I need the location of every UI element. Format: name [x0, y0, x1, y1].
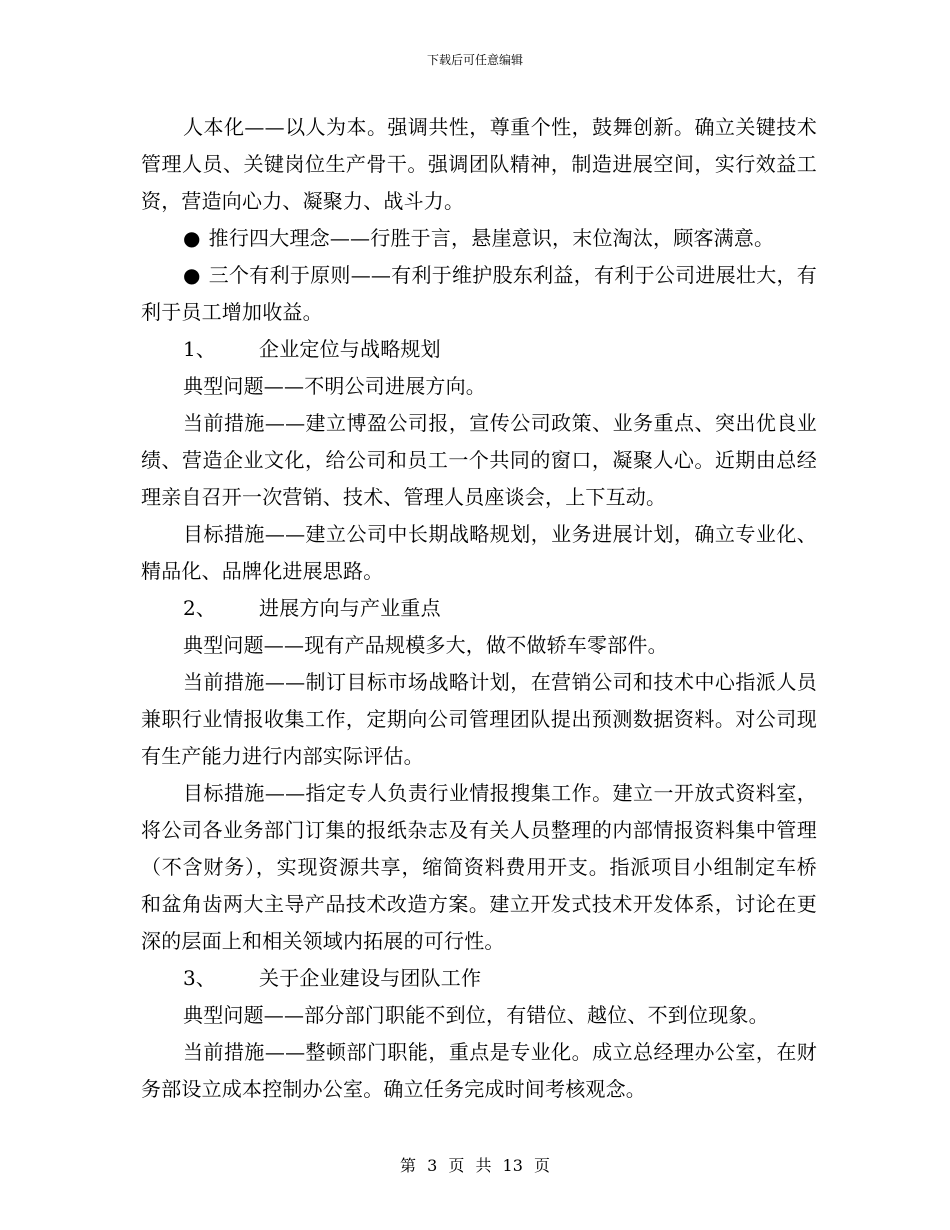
bullet-four-concepts [141, 220, 817, 257]
section-title: 企业定位与战略规划 [259, 337, 441, 361]
section-heading-1 [141, 331, 817, 368]
section-number: 3、 [183, 966, 217, 990]
bullet-dot-icon: ● [183, 263, 201, 287]
bullet-three-principles [141, 257, 817, 331]
section-heading-3 [141, 960, 817, 997]
section-title: 关于企业建设与团队工作 [259, 966, 482, 990]
paragraph-typical-problem-2: 典型问题——现有产品规模多大，做不做轿车零部件。 [183, 633, 668, 657]
bullet-dot-icon: ● [183, 226, 201, 250]
bullet-text: 推行四大理念——行胜于言，悬崖意识，末位淘汰，顾客满意。 [208, 226, 775, 250]
paragraph-typical-problem-3: 典型问题——部分部门职能不到位，有错位、越位、不到位现象。 [183, 1003, 769, 1027]
document-body [141, 109, 817, 1108]
section-heading-2 [141, 590, 817, 627]
section-number: 1、 [183, 337, 217, 361]
paragraph-current-measures-3: 当前措施——整顿部门职能，重点是专业化。成立总经理办公室，在财务部设立成本控制办公室。确立任务完成时间考核观念。 [141, 1040, 817, 1101]
paragraph-people-oriented: 人本化——以人为本。强调共性，尊重个性，鼓舞创新。确立关键技术管理人员、关键岗位生产骨干。强调团队精神，制造进展空间，实行效益工资，营造向心力、凝聚力、战斗力。 [141, 115, 817, 213]
section-title: 进展方向与产业重点 [259, 596, 441, 620]
paragraph-target-measures-2: 目标措施——指定专人负责行业情报搜集工作。建立一开放式资料室，将公司各业务部门订集的报纸杂志及有关人员整理的内部情报资料集中管理（不含财务），实现资源共享，缩简资料费用开支。指派项目小组制定车桥和盆角齿两大主导产品技术改造方案。建立开发式技术开发体系，讨论在更深的层面上和相关领域内拓展的可行性。 [141, 781, 817, 953]
paragraph-current-measures-1: 当前措施——建立博盈公司报，宣传公司政策、业务重点、突出优良业绩、营造企业文化，给公司和员工一个共同的窗口，凝聚人心。近期由总经理亲自召开一次营销、技术、管理人员座谈会，上下互动。 [141, 411, 817, 509]
page-header: 下载后可任意编辑 [426, 53, 523, 67]
paragraph-current-measures-2: 当前措施——制订目标市场战略计划，在营销公司和技术中心指派人员兼职行业情报收集工作，定期向公司管理团队提出预测数据资料。对公司现有生产能力进行内部实际评估。 [141, 670, 817, 768]
paragraph-target-measures-1: 目标措施——建立公司中长期战略规划，业务进展计划，确立专业化、精品化、品牌化进展思路。 [141, 522, 817, 583]
bullet-text: 三个有利于原则——有利于维护股东利益，有利于公司进展壮大，有利于员工增加收益。 [141, 263, 817, 324]
paragraph-typical-problem-1: 典型问题——不明公司进展方向。 [183, 374, 486, 398]
page-footer: 第 3 页 共 13 页 [400, 1156, 550, 1175]
section-number: 2、 [183, 596, 217, 620]
